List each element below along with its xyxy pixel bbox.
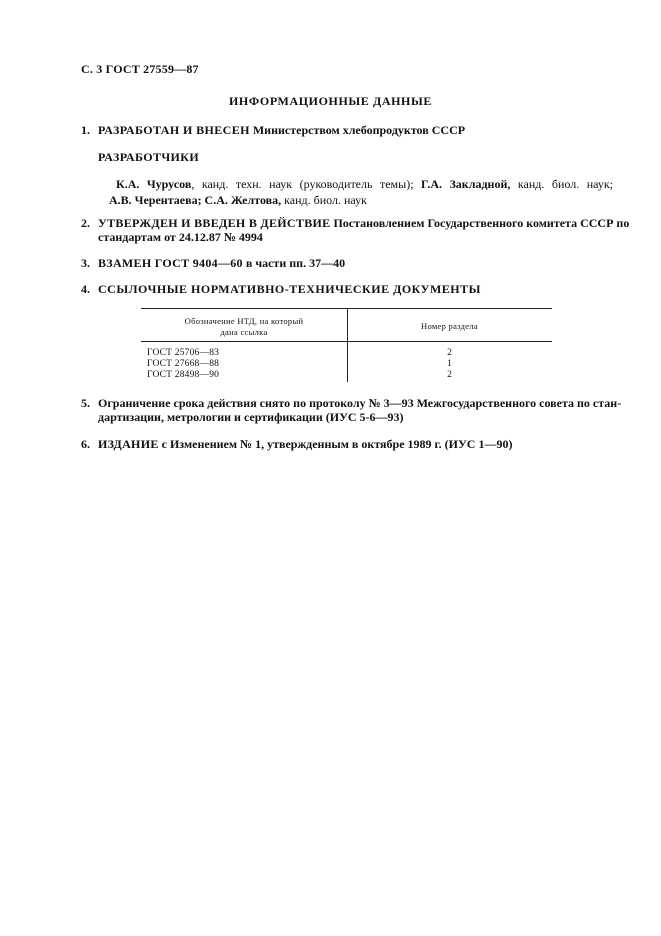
section-3-text: в части пп. 37—40 (245, 256, 346, 270)
section-1-text: Министерством хлебопродуктов СССР (252, 123, 466, 137)
section-5-line-1 (81, 396, 622, 411)
table-row-1-section: 2 (447, 348, 452, 358)
section-1-number: 1. (81, 123, 90, 137)
page-title: ИНФОРМАЦИОННЫЕ ДАННЫЕ (229, 94, 432, 108)
developers-line-2 (109, 193, 367, 208)
page-header: С. 3 ГОСТ 27559—87 (81, 62, 199, 76)
developer-3-role: канд. биол. наук (281, 193, 367, 207)
section-3 (81, 256, 621, 271)
section-6 (81, 437, 621, 452)
section-2-number: 2. (81, 216, 90, 230)
developer-1-name: К.А. Чурусов (116, 177, 192, 191)
table-header-section: Номер раздела (421, 321, 478, 331)
table-row-3-section: 2 (447, 370, 452, 380)
section-4-number: 4. (81, 282, 90, 296)
section-1-caps: РАЗРАБОТАН И ВНЕСЕН (98, 123, 250, 137)
section-2 (81, 216, 630, 231)
section-4-caps: ССЫЛОЧНЫЕ НОРМАТИВНО-ТЕХНИЧЕСКИЕ ДОКУМЕНТЫ (98, 282, 481, 296)
table-row-1-document: ГОСТ 25706—83 (147, 348, 220, 358)
table-row-2-section: 1 (447, 359, 452, 369)
section-1 (81, 123, 621, 138)
section-5-text-1: Ограничение срока действия снято по протоколу № 3—93 Межгосударственного совета по стан- (98, 396, 622, 410)
section-6-text: с Изменением № 1, утвержденным в октябре 1989 г. (ИУС 1—90) (161, 437, 513, 451)
developer-3-name: А.В. Черентаева; С.А. Желтова, (109, 193, 282, 207)
developers-heading: РАЗРАБОТЧИКИ (98, 150, 200, 164)
section-3-caps: ВЗАМЕН ГОСТ 9404—60 (98, 256, 243, 270)
section-2-caps: УТВЕРЖДЕН И ВВЕДЕН В ДЕЙСТВИЕ (98, 216, 331, 230)
developer-1-role: , канд. техн. наук (руководитель темы); (191, 177, 414, 191)
developers-line-1 (116, 177, 613, 192)
table-row-2-document: ГОСТ 27668—88 (147, 359, 220, 369)
section-2-text-2: стандартам от 24.12.87 № 4994 (98, 230, 263, 244)
section-3-number: 3. (81, 256, 90, 270)
section-5-number: 5. (81, 396, 90, 410)
developer-2-name: Г.А. Закладной, (421, 177, 511, 191)
section-5-text-2: дартизации, метрологии и сертификации (ИУС 5-6—93) (98, 410, 404, 424)
table-row-3-document: ГОСТ 28498—90 (147, 370, 220, 380)
table-header-document-line-1: Обозначение НТД, на который (184, 316, 304, 326)
section-2-text-1: Постановлением Государственного комитета СССР по (333, 216, 630, 230)
table-header-document-line-2: дана ссылка (220, 327, 268, 337)
table-header-document (141, 316, 347, 338)
developer-2-role: канд. биол. наук; (510, 177, 614, 191)
section-4 (81, 282, 621, 297)
section-6-caps: ИЗДАНИЕ (98, 437, 159, 451)
section-6-number: 6. (81, 437, 90, 451)
